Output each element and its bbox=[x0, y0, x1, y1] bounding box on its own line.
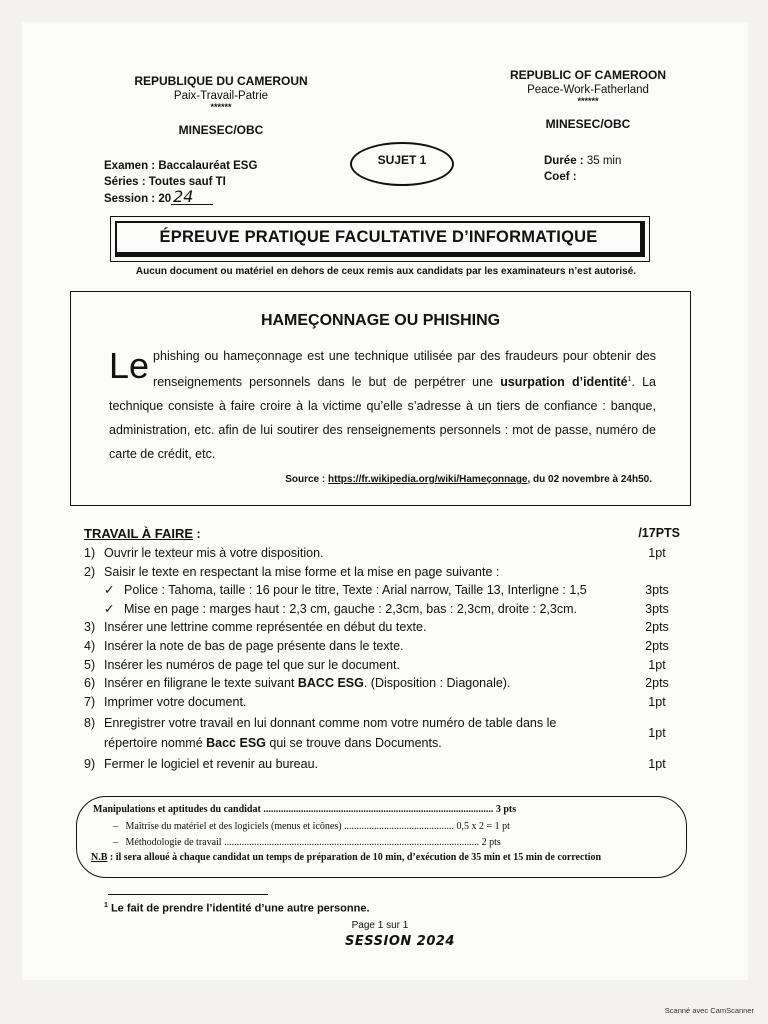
notice: Aucun document ou matériel en dehors de ceux remis aux candidats par les examinateurs n’est autorisé. bbox=[135, 266, 637, 277]
exam-series: Séries : Toutes sauf TI bbox=[104, 176, 226, 188]
header-left bbox=[118, 74, 324, 137]
footnote: $^1$ Le fait de prendre l’identité d’une autre personne. bbox=[104, 902, 370, 915]
check-icon: ✓ bbox=[104, 583, 115, 598]
title-frame bbox=[110, 216, 650, 262]
footnote-divider bbox=[108, 894, 268, 895]
evaluation-box bbox=[76, 796, 687, 878]
source-link[interactable]: https://fr.wikipedia.org/wiki/Hameçonnage bbox=[328, 474, 528, 485]
task-item: 6) Insérer en filigrane le texte suivant BACC ESG. (Disposition : Diagonale). 2pts bbox=[84, 676, 669, 691]
task-item: 7) Imprimer votre document. 1pt bbox=[84, 694, 666, 709]
exam-name: Examen : Baccalauréat ESG bbox=[104, 160, 258, 172]
session-handwritten: 24 bbox=[171, 190, 213, 205]
task-subitem: ✓ Mise en page : marges haut : 2,3 cm, gauche : 2,3cm, bas : 2,3cm, droite : 2,3cm. 3pts bbox=[84, 600, 680, 619]
ministry-left: MINESEC/OBC bbox=[178, 123, 264, 137]
task-item: 3) Insérer une lettrine comme représentée en début du texte. 2pts bbox=[84, 620, 669, 635]
duration-info bbox=[544, 153, 621, 185]
task-item: 8) Enregistrer votre travail en lui donnant comme nom votre numéro de table dans le répertoire nommé Bacc ESG qui se trouve dans Documents. 1pt bbox=[84, 716, 666, 751]
page-title: ÉPREUVE PRATIQUE FACULTATIVE D’INFORMATIQUE bbox=[115, 221, 645, 257]
duration-label: Durée : bbox=[544, 155, 584, 167]
exam-session: Session : 20 24 bbox=[104, 190, 257, 207]
tasks-heading: TRAVAIL À FAIRE bbox=[84, 526, 194, 541]
task-item: 2) Saisir le texte en respectant la mise forme et la mise en page suivante : bbox=[84, 564, 500, 579]
text-paragraph: Le phishing ou hameçonnage est une technique utilisée par des fraudeurs pour obtenir des renseignements personnels dans le but de perpétrer une usurpation d’identité$^1$. La technique consiste à faire croire à la victime qu’elle s’adresse à un tiers de confiance : banque, administration, etc. afin de lui soutirer des renseignements personnels : mot de passe, numéro de carte de crédit, etc. bbox=[109, 345, 656, 462]
task-item: 9) Fermer le logiciel et revenir au bureau. 1pt bbox=[84, 757, 666, 772]
country-en: REPUBLIC OF CAMEROON bbox=[510, 68, 666, 82]
scanner-watermark: Scanné avec CamScanner bbox=[664, 1006, 754, 1015]
tasks-section bbox=[84, 526, 680, 774]
stars-left: ****** bbox=[210, 102, 232, 112]
check-icon: ✓ bbox=[104, 601, 115, 616]
text-box bbox=[70, 291, 691, 506]
task-subitem: ✓ Police : Tahoma, taille : 16 pour le titre, Texte : Arial narrow, Taille 13, Interligne : 1,5 3pts bbox=[84, 581, 680, 600]
motto-fr: Paix-Travail-Patrie bbox=[173, 90, 269, 102]
eval-line-2: – Maîtrise du matériel et des logiciels (menus et icônes) ............................................ 0,5 x 2 = 1 pt bbox=[113, 821, 510, 832]
ministry-right: MINESEC/OBC bbox=[545, 117, 631, 131]
country-fr: REPUBLIQUE DU CAMEROUN bbox=[134, 74, 308, 88]
task-item: 4) Insérer la note de bas de page présente dans le texte. 2pts bbox=[84, 638, 669, 653]
text-heading: HAMEÇONNAGE OU PHISHING bbox=[260, 312, 501, 329]
duration-value: 35 min bbox=[586, 155, 622, 167]
page-number: Page 1 sur 1 bbox=[351, 920, 409, 931]
session-handwritten-footer: SESSION 2024 bbox=[345, 934, 455, 949]
eval-line-3: – Méthodologie de travail ...................................................................................................... 2 pts bbox=[113, 837, 501, 848]
eval-line-1: Manipulations et aptitudes du candidat ............................................................................................ 3 pts bbox=[93, 804, 517, 815]
tasks-header: TRAVAIL À FAIRE : /17PTS bbox=[84, 526, 680, 544]
footnote-ref: 1 bbox=[627, 376, 632, 383]
coef-label: Coef : bbox=[544, 171, 577, 183]
stars-right: ****** bbox=[577, 96, 599, 106]
motto-en: Peace-Work-Fatherland bbox=[527, 84, 649, 96]
sujet-badge: SUJET 1 bbox=[350, 142, 454, 186]
eval-nb: N.B : il sera alloué à chaque candidat un temps de préparation de 10 min, d’exécution de 35 min et 15 min de correction bbox=[91, 852, 602, 863]
identity-theft-term: usurpation d’identité bbox=[500, 375, 628, 390]
header-right bbox=[496, 68, 680, 131]
dropcap: Le bbox=[109, 345, 150, 386]
source-line: Source : https://fr.wikipedia.org/wiki/Hameçonnage, du 02 novembre à 24h50. bbox=[285, 474, 652, 485]
task-item: 1) Ouvrir le texteur mis à votre disposition. 1pt bbox=[84, 546, 666, 560]
tasks-total: /17PTS bbox=[638, 526, 680, 540]
exam-info bbox=[104, 158, 257, 207]
task-item: 5) Insérer les numéros de page tel que sur le document. 1pt bbox=[84, 657, 666, 672]
